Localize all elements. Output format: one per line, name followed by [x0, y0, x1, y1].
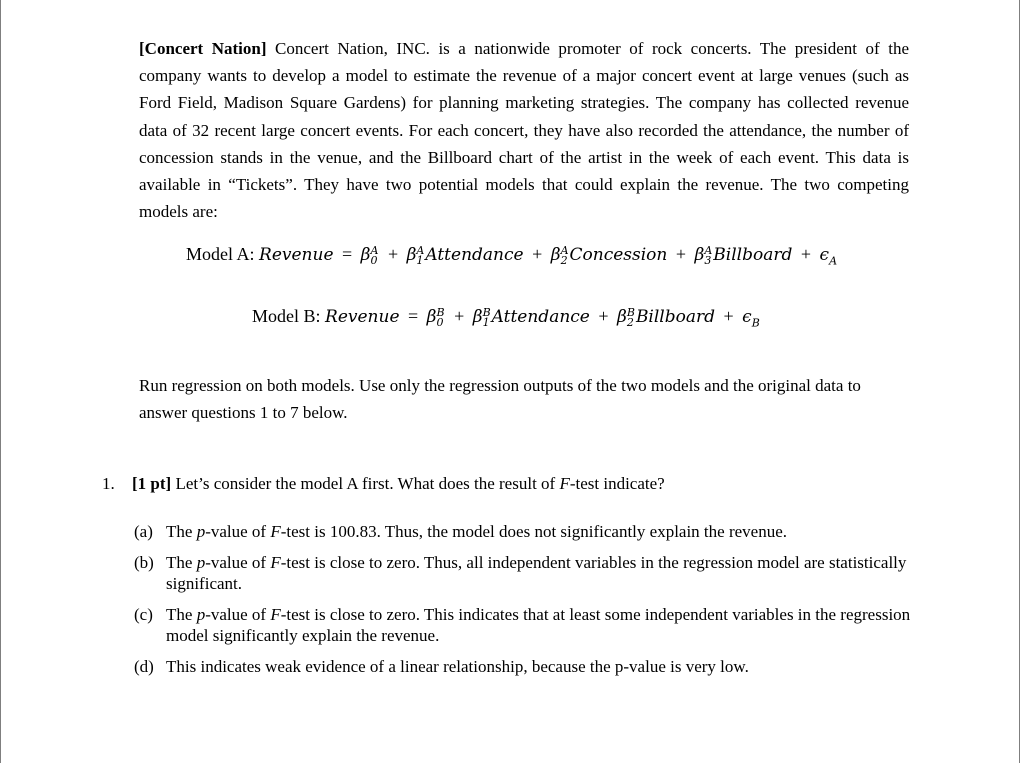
option-c-label: (c)	[134, 605, 153, 624]
option-c	[134, 604, 924, 646]
model-a-error: $\epsilon_A$	[819, 245, 838, 268]
model-a-term-attendance: Attendance	[425, 245, 524, 265]
model-a-plus: +	[800, 244, 812, 264]
option-b	[134, 552, 924, 594]
option-d-label: (d)	[134, 657, 154, 676]
model-a-plus: +	[675, 244, 687, 264]
model-b-beta1: β B 1	[472, 305, 491, 329]
option-b-text: The p-value of F-test is close to zero. Thus, all independent variables in the regression model are statistically significant.	[166, 553, 907, 593]
intro-paragraph	[139, 35, 909, 225]
instructions-paragraph: Run regression on both models. Use only the regression outputs of the two models and the original data to answer questions 1 to 7 below.	[139, 376, 861, 423]
model-b-term-attendance: Attendance	[491, 307, 590, 327]
question-1-italic-f: F	[559, 474, 570, 493]
model-a-formula	[186, 244, 837, 267]
option-d-text: This indicates weak evidence of a linear relationship, because the p-value is very low.	[166, 657, 749, 676]
option-a-text: The p-value of F-test is 100.83. Thus, the model does not significantly explain the revenue.	[166, 522, 787, 541]
model-a-beta3: β A 3	[694, 243, 713, 267]
model-b-beta2: β B 2	[617, 305, 635, 329]
model-a-term-concession: Concession	[569, 245, 668, 265]
question-1	[102, 474, 665, 494]
question-1-number: 1.	[102, 474, 115, 493]
option-b-label: (b)	[134, 553, 154, 572]
option-a	[134, 521, 924, 542]
model-b-label: Model B:	[252, 306, 321, 326]
intro-title: [Concert Nation]	[139, 39, 267, 58]
model-a-plus: +	[387, 244, 399, 264]
model-b-lhs: Revenue	[325, 307, 400, 327]
model-a-term-billboard: Billboard	[713, 245, 793, 265]
model-a-plus: +	[532, 244, 543, 264]
model-a-beta2: β A 2	[550, 243, 569, 267]
model-b-plus: +	[598, 306, 609, 326]
intro-text: Concert Nation, INC. is a nationwide promoter of rock concerts. The president of the company wants to develop a model to estimate the revenue of a major concert event at large venues (such as Ford Field, Madison Square Gardens) for planning marketing strategies. The company has collected revenue data of 32 recent large concert events. For each concert, they have also recorded the attendance, the number of concession stands in the venue, and the Billboard chart of the artist in the week of each event. This data is available in “Tickets”. They have two potential models that could explain the revenue. The two competing models are:	[139, 39, 910, 222]
model-b-formula	[252, 306, 760, 329]
model-a-label: Model A:	[186, 244, 255, 264]
model-b-equals: =	[408, 306, 419, 326]
model-a-lhs: Revenue	[259, 245, 334, 265]
model-b-plus: +	[454, 306, 465, 326]
option-a-label: (a)	[134, 522, 153, 541]
question-1-points: [1 pt]	[132, 474, 172, 493]
option-c-text: The p-value of F-test is close to zero. This indicates that at least some independent variables in the regression model significantly explain the revenue.	[166, 605, 911, 645]
model-b-plus: +	[723, 306, 734, 326]
model-a-beta1: β A 1	[406, 243, 425, 267]
question-1-text-before: Let’s consider the model A first. What does the result of	[171, 474, 560, 493]
question-1-text-after: -test indicate?	[569, 474, 665, 493]
model-b-beta0: β B 0	[426, 305, 445, 329]
model-a-equals: =	[342, 244, 353, 264]
model-a-beta0: β A 0	[360, 243, 379, 267]
model-b-error: $\epsilon_B$	[742, 307, 760, 330]
model-b-term-billboard: Billboard	[635, 307, 716, 327]
option-d	[134, 656, 924, 677]
